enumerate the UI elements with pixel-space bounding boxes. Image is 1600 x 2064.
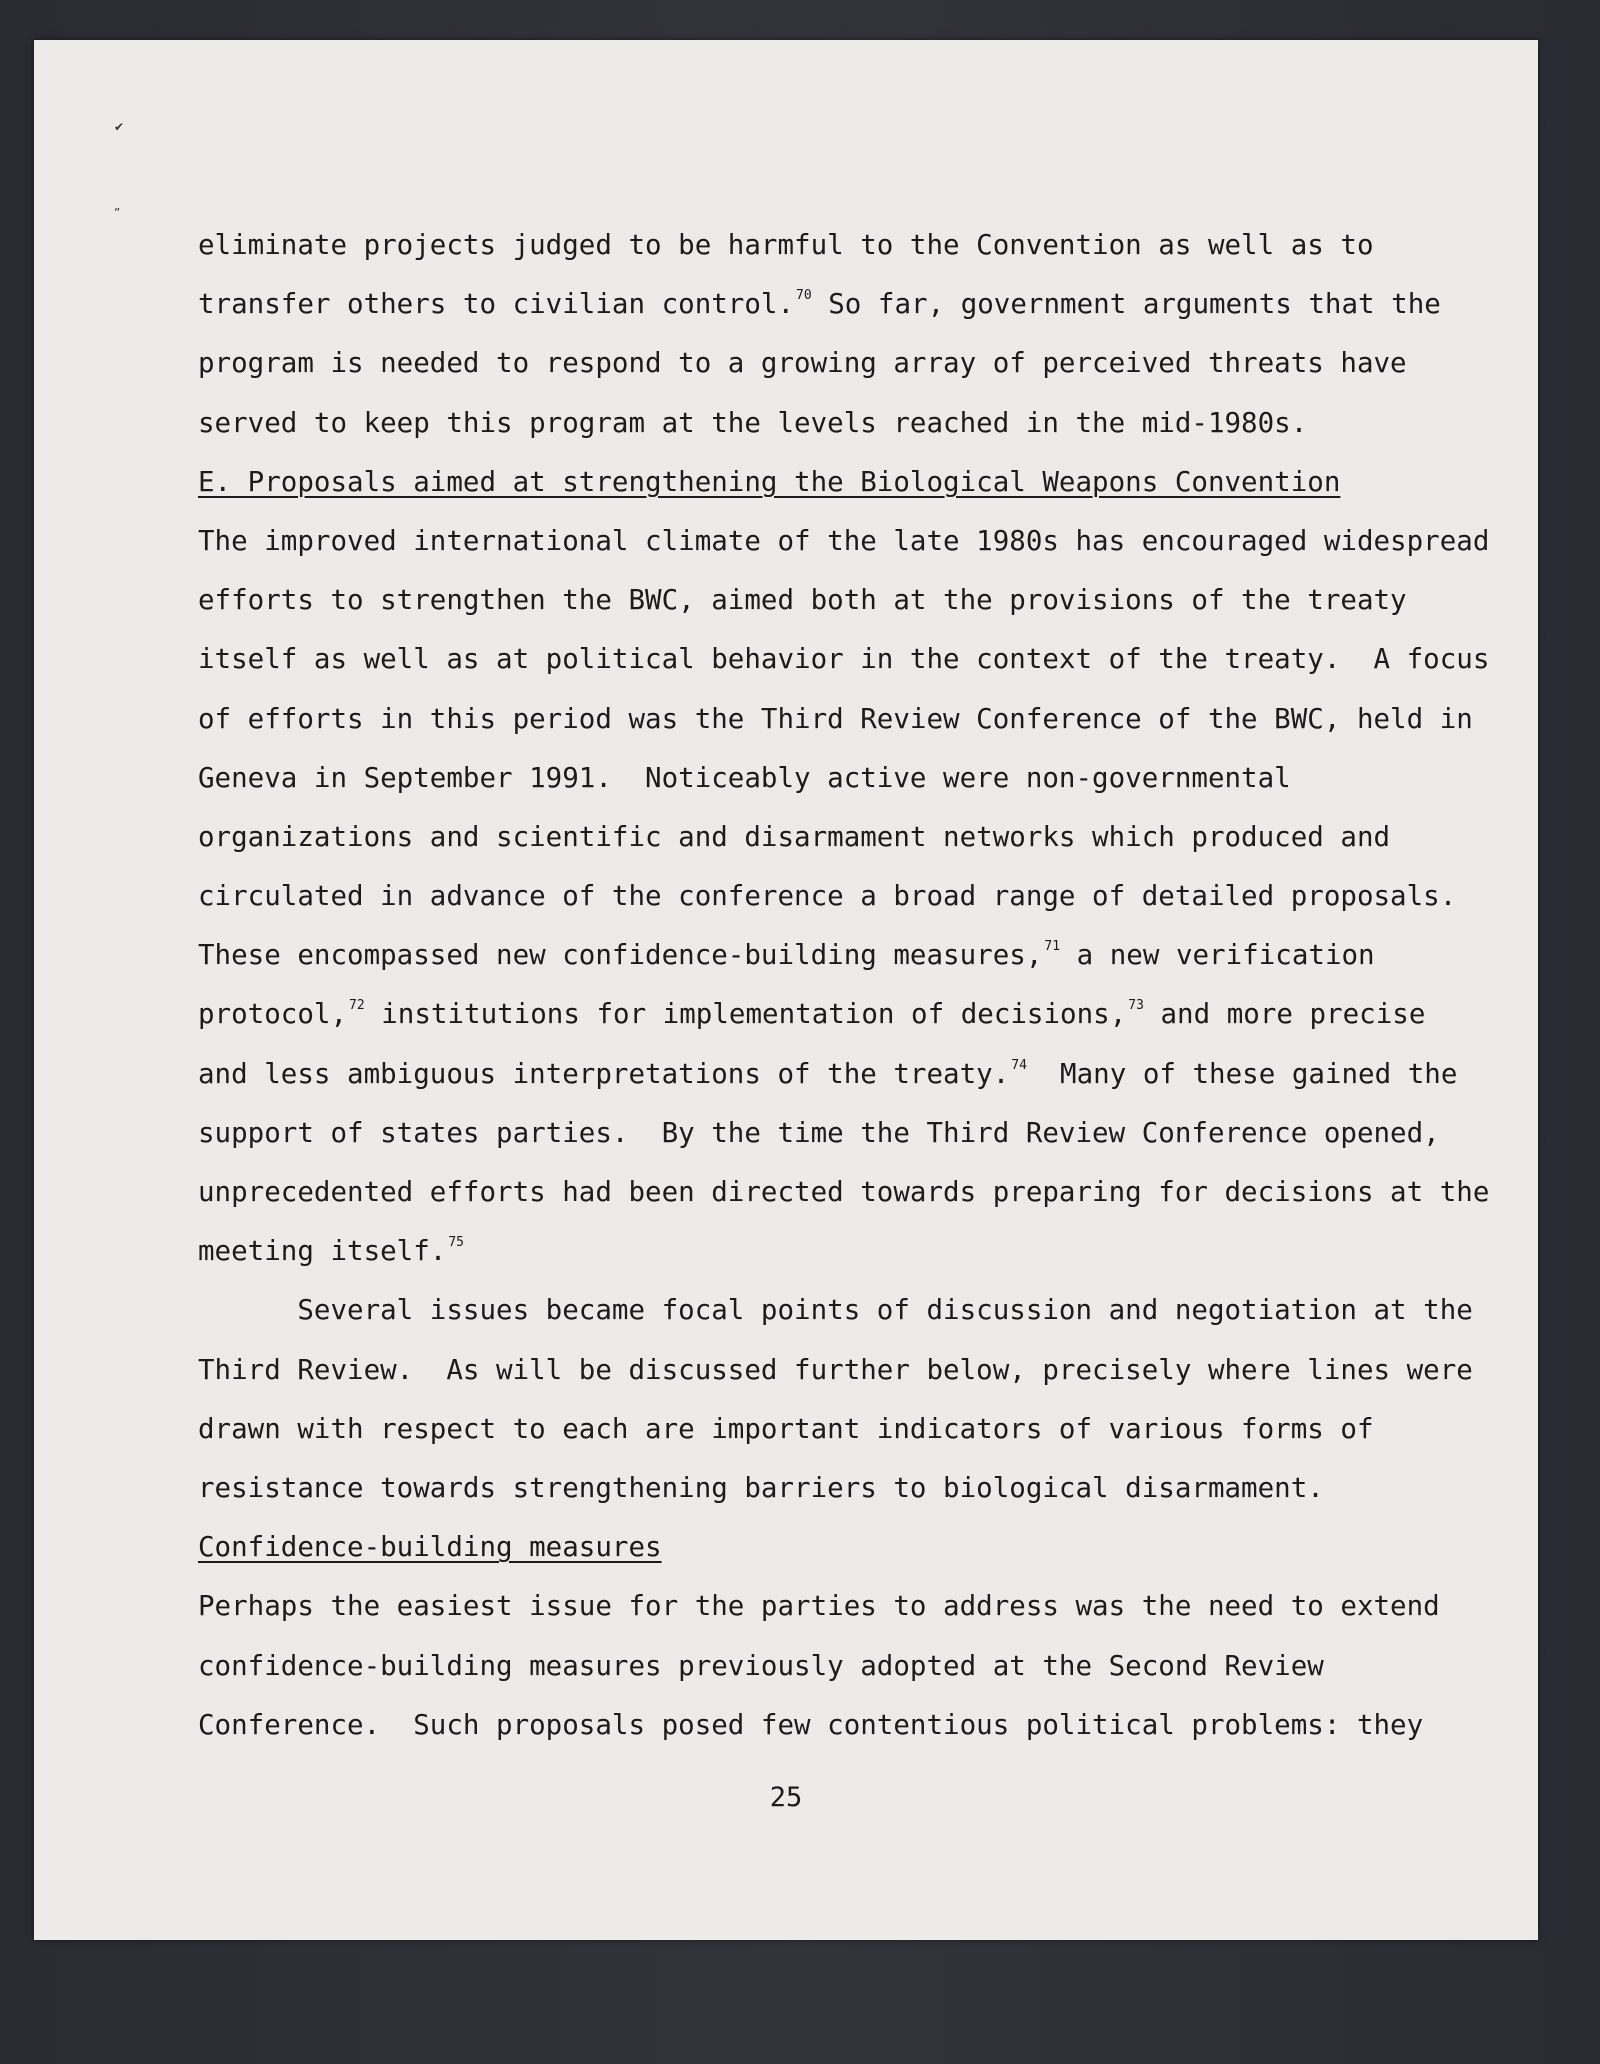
text-segment: Third Review. As will be discussed further below, precisely where lines were bbox=[198, 1353, 1473, 1386]
footnote-ref: 75 bbox=[448, 1235, 465, 1251]
text-segment: eliminate projects judged to be harmful to the Convention as well as to bbox=[198, 229, 1374, 261]
text-segment: program is needed to respond to a growing array of perceived threats have bbox=[198, 347, 1407, 380]
text-line bbox=[198, 630, 1490, 689]
text-line bbox=[198, 1637, 1398, 1696]
text-line bbox=[198, 1222, 1398, 1281]
text-segment: and less ambiguous interpretations of the treaty. bbox=[198, 1057, 1010, 1090]
text-segment: resistance towards strengthening barriers to biological disarmament. bbox=[198, 1471, 1324, 1504]
text-segment: confidence-building measures previously adopted at the Second Review bbox=[198, 1649, 1324, 1682]
text-segment: transfer others to civilian control. bbox=[198, 288, 795, 321]
body-text bbox=[198, 216, 1490, 1755]
document-page bbox=[34, 40, 1538, 1940]
text-segment: Many of these gained the bbox=[1026, 1057, 1458, 1090]
text-line bbox=[198, 1163, 1490, 1222]
text-segment: meeting itself. bbox=[198, 1235, 447, 1268]
text-line bbox=[198, 1104, 1440, 1163]
text-line bbox=[198, 749, 1398, 808]
text-line bbox=[198, 512, 1490, 571]
text-line bbox=[198, 1281, 1473, 1340]
text-line bbox=[198, 394, 1398, 453]
text-segment: served to keep this program at the levels reached in the mid-1980s. bbox=[198, 406, 1308, 439]
text-segment: and more precise bbox=[1143, 998, 1426, 1031]
text-line bbox=[198, 926, 1398, 985]
text-segment: So far, government arguments that the bbox=[811, 288, 1441, 321]
text-line bbox=[198, 867, 1457, 926]
text-line bbox=[198, 1696, 1424, 1755]
text-segment: Geneva in September 1991. Noticeably active were non-governmental bbox=[198, 761, 1291, 794]
text-segment: circulated in advance of the conference a broad range of detailed proposals. bbox=[198, 880, 1457, 913]
text-segment: unprecedented efforts had been directed towards preparing for decisions at the bbox=[198, 1176, 1490, 1208]
text-segment: protocol, bbox=[198, 998, 348, 1031]
text-line bbox=[198, 1045, 1458, 1104]
footnote-ref: 73 bbox=[1128, 998, 1144, 1014]
text-line bbox=[198, 690, 1473, 749]
text-line bbox=[198, 334, 1407, 393]
text-line bbox=[198, 216, 1398, 275]
footnote-ref: 72 bbox=[349, 998, 365, 1014]
margin-mark-1: ✔ bbox=[114, 120, 125, 134]
text-segment: Several issues became focal points of discussion and negotiation at the bbox=[198, 1294, 1473, 1327]
text-segment: efforts to strengthen the BWC, aimed both at the provisions of the treaty bbox=[198, 584, 1407, 617]
text-segment: of efforts in this period was the Third Review Conference of the BWC, held in bbox=[198, 702, 1473, 735]
text-segment: itself as well as at political behavior in the context of the treaty. A focus bbox=[198, 643, 1490, 676]
margin-mark-2: ” bbox=[114, 206, 121, 220]
text-segment: a new verification bbox=[1060, 939, 1375, 972]
text-segment: Perhaps the easiest issue for the parties to address was the need to extend bbox=[198, 1590, 1440, 1623]
text-segment: institutions for implementation of decisions, bbox=[364, 998, 1127, 1031]
text-line bbox=[198, 275, 1441, 334]
footnote-ref: 71 bbox=[1044, 939, 1061, 955]
text-line bbox=[198, 571, 1407, 630]
text-line bbox=[198, 1400, 1398, 1459]
text-segment: organizations and scientific and disarmament networks which produced and bbox=[198, 820, 1391, 853]
section-heading: Confidence-building measures bbox=[198, 1531, 662, 1564]
text-line bbox=[198, 453, 1398, 512]
text-segment: The improved international climate of the late 1980s has encouraged widespread bbox=[198, 524, 1490, 557]
text-segment: Conference. Such proposals posed few contentious political problems: they bbox=[198, 1708, 1424, 1741]
text-line bbox=[198, 1518, 1398, 1577]
text-line bbox=[198, 985, 1426, 1044]
page-number: 25 bbox=[769, 1782, 803, 1813]
text-line bbox=[198, 808, 1398, 867]
footnote-ref: 74 bbox=[1011, 1057, 1027, 1073]
text-segment: drawn with respect to each are important indicators of various forms of bbox=[198, 1412, 1374, 1445]
text-line bbox=[198, 1459, 1398, 1518]
text-segment: support of states parties. By the time the Third Review Conference opened, bbox=[198, 1116, 1440, 1149]
text-line bbox=[198, 1577, 1440, 1636]
section-heading: E. Proposals aimed at strengthening the Biological Weapons Convention bbox=[198, 465, 1341, 498]
text-segment: These encompassed new confidence-building measures, bbox=[198, 939, 1043, 972]
text-line bbox=[198, 1341, 1473, 1400]
footnote-ref: 70 bbox=[796, 288, 812, 304]
